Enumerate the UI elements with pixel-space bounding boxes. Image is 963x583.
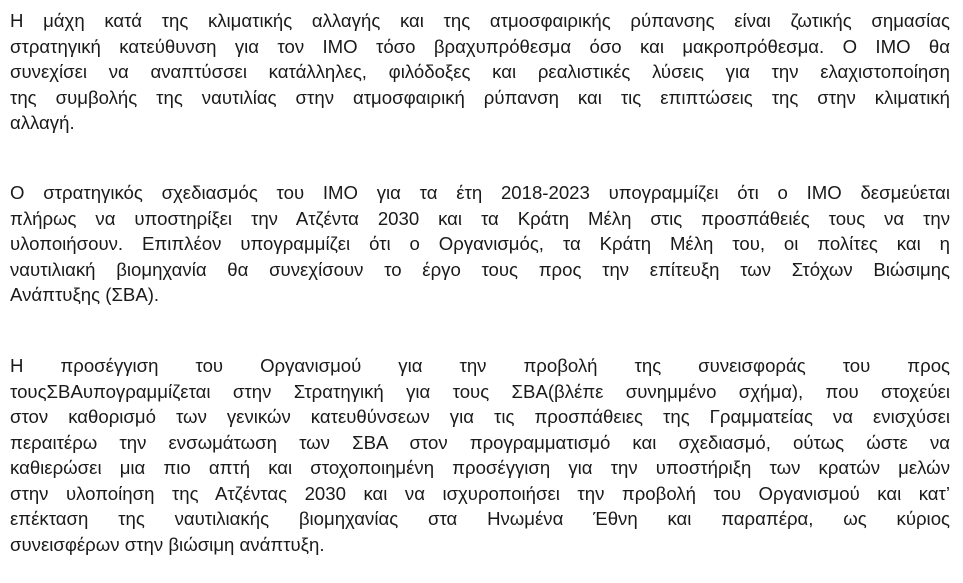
text-line: Η προσέγγιση του Οργανισμού για την προβολή της συνεισφοράς του προς [10, 355, 950, 376]
text-line: Ο στρατηγικός σχεδιασμός του IMO για τα έτη 2018-2023 υπογραμμίζει ότι ο IMO δεσμεύεται [10, 182, 950, 203]
text-line: της συμβολής της ναυτιλίας στην ατμοσφαιρική ρύπανση και τις επιπτώσεις της στην κλιματική [10, 86, 950, 108]
text-line: στρατηγική κατεύθυνση για τον IMO τόσο βραχυπρόθεσμα όσο και μακροπρόθεσμα. Ο ΙΜΟ θα [10, 35, 950, 57]
paragraph-strategic-plan [10, 180, 950, 308]
text-line: καθιερώσει μια πιο απτή και στοχοποιημένη προσέγγιση για την υποστήριξη των κρατών μελών [10, 457, 950, 478]
text-line: Ανάπτυξης (ΣΒΑ). [10, 284, 160, 305]
text-line: αλλαγή. [10, 112, 75, 133]
paragraph-climate-change [10, 8, 950, 136]
text-line: τουςΣΒΑυπογραμμίζεται στην Στρατηγική για τους ΣΒΑ(βλέπε συνημμένο σχήμα), που στοχεύει [10, 380, 950, 402]
text-line: στην υλοποίηση της Ατζέντας 2030 και να ισχυροποιήσει την προβολή του Οργανισμού και κατ’ [10, 482, 950, 504]
text-line: πλήρως να υποστηρίξει την Ατζέντα 2030 και τα Κράτη Μέλη στις προσπάθειές τους να την [10, 207, 950, 229]
text-line: περαιτέρω την ενσωμάτωση των ΣΒΑ στον προγραμματισμό και σχεδιασμό, ούτως ώστε να [10, 431, 950, 453]
text-line: υλοποιήσουν. Επιπλέον υπογραμμίζει ότι ο Οργανισμός, τα Κράτη Μέλη του, οι πολίτες και η [10, 233, 950, 254]
text-line: ναυτιλιακή βιομηχανία θα συνεχίσουν το έργο τους προς την επίτευξη των Στόχων Βιώσιμης [10, 258, 950, 280]
text-line: συνεισφέρων στην βιώσιμη ανάπτυξη. [10, 533, 325, 555]
text-line: στον καθορισμό των γενικών κατευθύνσεων για τις προσπάθειες της Γραμματείας να ενισχύσει [10, 406, 950, 427]
text-line: επέκταση της ναυτιλιακής βιομηχανίας στα Ηνωμένα Έθνη και παραπέρα, ως κύριος [10, 508, 950, 529]
paragraph-sdg-approach [10, 353, 950, 557]
text-line: συνεχίσει να αναπτύσσει κατάλληλες, φιλόδοξες και ρεαλιστικές λύσεις για την ελαχιστοποίηση [10, 61, 950, 82]
text-line: Η μάχη κατά της κλιματικής αλλαγής και της ατμοσφαιρικής ρύπανσης είναι ζωτικής σημασίας [10, 10, 950, 31]
